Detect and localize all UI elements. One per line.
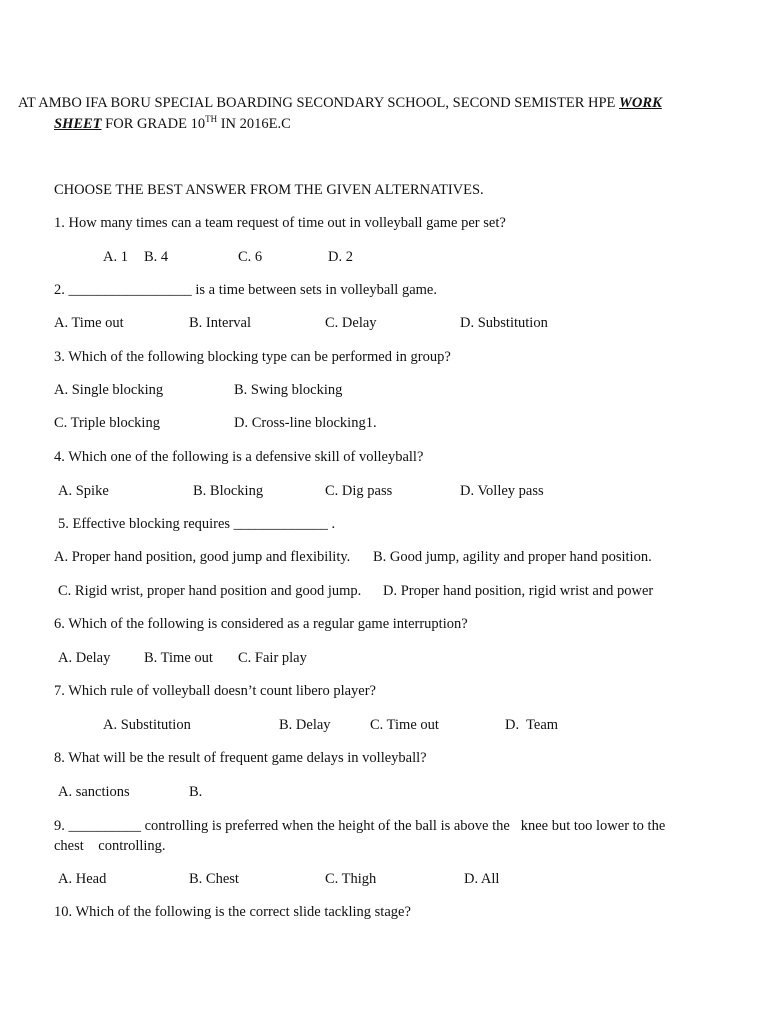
q7-option-a: A. Substitution <box>103 717 191 733</box>
question-2: 2. _________________ is a time between sets in volleyball game. <box>54 282 437 298</box>
q2-option-d: D. Substitution <box>460 315 548 331</box>
q9-option-d: D. All <box>464 871 500 887</box>
q4-option-b: B. Blocking <box>193 483 264 499</box>
question-8: 8. What will be the result of frequent game delays in volleyball? <box>54 750 427 766</box>
q7-option-c: C. Time out <box>370 717 439 733</box>
question-9-continued: chest controlling. <box>54 838 166 854</box>
q5-option-a: A. Proper hand position, good jump and flexibility. <box>54 549 351 565</box>
q4-option-c: C. Dig pass <box>325 483 393 499</box>
q2-option-a: A. Time out <box>54 315 124 331</box>
q2-option-c: C. Delay <box>325 315 377 331</box>
question-9: 9. __________ controlling is preferred when the height of the ball is above the knee but too lower to the <box>54 818 666 834</box>
q3-option-c: C. Triple blocking <box>54 415 160 431</box>
title-grade: FOR GRADE 10 <box>101 116 206 132</box>
worksheet-title-line2 <box>54 115 291 133</box>
worksheet-title-line1 <box>18 94 662 112</box>
title-grade-suffix: TH <box>205 114 218 124</box>
title-text: AT AMBO IFA BORU SPECIAL BOARDING SECONDARY SCHOOL, SECOND SEMISTER HPE <box>18 95 620 111</box>
question-5: 5. Effective blocking requires _____________ . <box>58 516 336 532</box>
title-year: IN 2016E.C <box>217 116 291 132</box>
q7-option-d: D. Team <box>505 717 559 733</box>
title-emphasis-work: WORK <box>619 95 662 111</box>
question-3: 3. Which of the following blocking type can be performed in group? <box>54 349 451 365</box>
q3-option-b: B. Swing blocking <box>234 382 343 398</box>
q2-option-b: B. Interval <box>189 315 252 331</box>
q7-option-b: B. Delay <box>279 717 331 733</box>
q5-option-b: B. Good jump, agility and proper hand position. <box>373 549 652 565</box>
q5-option-d: D. Proper hand position, rigid wrist and power <box>383 583 654 599</box>
q8-option-b: B. <box>189 784 203 800</box>
q9-option-b: B. Chest <box>189 871 239 887</box>
q3-option-a: A. Single blocking <box>54 382 164 398</box>
q6-option-b: B. Time out <box>144 650 213 666</box>
question-7: 7. Which rule of volleyball doesn’t count libero player? <box>54 683 376 699</box>
q6-option-a: A. Delay <box>58 650 111 666</box>
q1-option-b: B. 4 <box>144 249 169 265</box>
q1-option-d: D. 2 <box>328 249 353 265</box>
q8-option-a: A. sanctions <box>58 784 130 800</box>
question-6: 6. Which of the following is considered as a regular game interruption? <box>54 616 468 632</box>
question-10: 10. Which of the following is the correct slide tackling stage? <box>54 904 411 920</box>
question-1: 1. How many times can a team request of time out in volleyball game per set? <box>54 215 506 231</box>
q6-option-c: C. Fair play <box>238 650 307 666</box>
q1-option-c: C. 6 <box>238 249 263 265</box>
instruction: CHOOSE THE BEST ANSWER FROM THE GIVEN ALTERNATIVES. <box>54 182 484 198</box>
q5-option-c: C. Rigid wrist, proper hand position and good jump. <box>58 583 362 599</box>
question-4: 4. Which one of the following is a defensive skill of volleyball? <box>54 449 424 465</box>
q1-option-a: A. 1 <box>103 249 128 265</box>
title-emphasis-sheet: SHEET <box>54 116 102 132</box>
q4-option-a: A. Spike <box>58 483 109 499</box>
q3-option-d: D. Cross-line blocking1. <box>234 415 377 431</box>
q9-option-c: C. Thigh <box>325 871 377 887</box>
q4-option-d: D. Volley pass <box>460 483 544 499</box>
q9-option-a: A. Head <box>58 871 107 887</box>
